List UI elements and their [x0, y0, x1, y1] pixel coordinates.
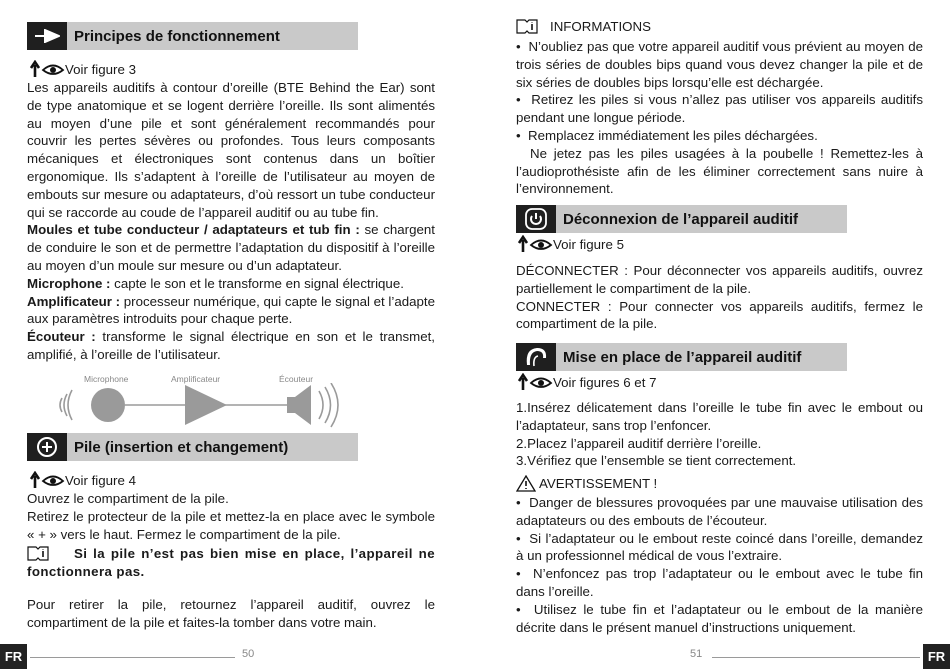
- section-header-mise-en-place: [516, 343, 847, 371]
- section-header-deconnexion: [516, 205, 847, 233]
- see-figure-label: Voir figures 6 et 7: [553, 374, 657, 390]
- paragraph: Ouvrez le compartiment de la pile.: [27, 491, 229, 506]
- see-figure-label: Voir figure 4: [65, 472, 136, 488]
- list-item: • Utilisez le tube fin et l’adaptateur ou le embout de la manière décrite dans le présent manuel d’instructions uniquement.: [516, 601, 924, 635]
- paragraph: CONNECTER : Pour connecter vos appareils auditifs, fermez le compartiment de la pile.: [516, 298, 923, 332]
- term-text: se chargent de conduire le son et de permettre l’adaptation du dispositif à l’oreille au moyen d’un moule sur mesure ou d’un adaptateur.: [27, 222, 435, 273]
- footer-divider: [712, 657, 920, 658]
- info-book-icon: [516, 19, 538, 34]
- sound-waves-in-icon: [60, 390, 72, 420]
- term-label: Microphone :: [27, 275, 111, 291]
- diagram-label-microphone: Microphone: [84, 374, 129, 384]
- amplifier-icon: [185, 385, 227, 425]
- footer-divider: [30, 657, 235, 658]
- speaker-icon: [287, 385, 311, 425]
- look-icon: [517, 373, 553, 391]
- paragraph: Les appareils auditifs à contour d’oreille (BTE Behind the Ear) sont de type anatomique et se logent derrière l’oreille. Ils sont alimentés au moyen d’une pile et sont généralement recommandés pour couvrir les pertes sévères ou profondes. Tous leurs composants mécaniques et électroniques sont contenus dans un boîtier ergonomique. Ils s’adaptent à l’oreille de l’utilisateur au moyen de embouts sur mesure ou adaptateurs, d’où ressort un tube conducteur qui se raccorde au coude de l’appareil auditif ou au tube fin.: [27, 80, 436, 220]
- hearing-aid-diagram: [55, 383, 355, 429]
- see-figure-ref: [517, 235, 624, 253]
- warning-title: AVERTISSEMENT !: [539, 476, 658, 491]
- page-number: 50: [242, 648, 255, 660]
- list-item: • Si l’adaptateur ou le embout reste coincé dans l’oreille, demandez à un professionnel médical de vous l’extraire.: [516, 530, 923, 564]
- see-figure-label: Voir figure 5: [553, 236, 624, 252]
- look-icon: [29, 60, 65, 78]
- list-item: • N’enfoncez pas trop l’adaptateur ou le embout avec le tube fin dans l’oreille.: [516, 566, 923, 599]
- term-label: Moules et tube conducteur / adaptateurs et tub fin :: [27, 222, 360, 238]
- power-icon: [516, 205, 556, 233]
- language-badge: FR: [0, 644, 27, 669]
- term-text: processeur numérique, qui capte le signal et l’adapte aux paramètres introduits pour chaque perte.: [27, 293, 435, 327]
- list-item: • Remplacez immédiatement les piles déchargées.: [516, 127, 818, 143]
- battery-icon: [27, 433, 67, 461]
- list-item: 1.Insérez délicatement dans l’oreille le tube fin avec le embout ou l’adaptateur, sans trop l’enfoncer.: [516, 400, 923, 433]
- list-item: • Danger de blessures provoquées par une mauvaise utilisation des adaptateurs ou des embouts de l’écouteur.: [516, 495, 924, 528]
- term-text: capte le son et le transforme en signal électrique.: [110, 275, 404, 291]
- diagram-label-ecouteur: Écouteur: [279, 374, 314, 384]
- paragraph: Pour retirer la pile, retournez l’appareil auditif, ouvrez le compartiment de la pile et faites-la tomber dans votre main.: [27, 596, 435, 630]
- warning-triangle-icon: [516, 475, 536, 492]
- section-title: Principes de fonctionnement: [74, 27, 280, 45]
- section-title: Mise en place de l’appareil auditif: [563, 348, 802, 366]
- section-header-principes: [27, 22, 358, 50]
- section-header-pile: [27, 433, 358, 461]
- sound-waves-out-icon: [319, 383, 338, 427]
- diagram-label-amplificateur: Amplificateur: [171, 374, 221, 384]
- term-label: Écouteur :: [27, 329, 96, 345]
- see-figure-ref: [517, 373, 656, 391]
- paragraph: Ne jetez pas les piles usagées à la poubelle ! Remettez-les à l’audioprothésiste afin de les éliminer correctement sans nuire à l’environnement.: [516, 145, 923, 197]
- term-text: transforme le signal électrique en son et le transmet, amplifié, à l’oreille de l’utilisateur.: [27, 329, 435, 362]
- section-title: Pile (insertion et changement): [74, 438, 289, 456]
- info-heading: [516, 19, 651, 34]
- section-title: Déconnexion de l’appareil auditif: [563, 210, 799, 228]
- arrow-icon: [27, 22, 67, 50]
- microphone-icon: [91, 388, 125, 422]
- look-icon: [29, 471, 65, 489]
- page-number: 51: [690, 648, 703, 660]
- warning-heading: [516, 475, 657, 492]
- info-title: INFORMATIONS: [550, 19, 651, 34]
- list-item: • N’oubliez pas que votre appareil auditif vous prévient au moyen de trois séries de doubles bips quand vous devez changer la pile et de six séries de doubles bips lorsqu’elle est déchargée.: [516, 39, 923, 90]
- see-figure-ref: [29, 471, 136, 489]
- list-item: • Retirez les piles si vous n’allez pas utiliser vos appareils auditifs pendant une longue période.: [516, 92, 923, 126]
- list-item: 3.Vérifiez que l’ensemble se tient correctement.: [516, 453, 797, 469]
- info-book-icon: [27, 546, 49, 561]
- paragraph: DÉCONNECTER : Pour déconnecter vos appareils auditifs, ouvrez partiellement le compartiment de la pile.: [516, 263, 923, 296]
- warning-text: Si la pile n’est pas bien mise en place, l’appareil ne fonctionnera pas.: [27, 546, 435, 580]
- look-icon: [517, 235, 553, 253]
- list-item: 2.Placez l’appareil auditif derrière l’oreille.: [516, 435, 762, 451]
- term-label: Amplificateur :: [27, 293, 121, 309]
- paragraph: Retirez le protecteur de la pile et mettez-la en place avec le symbole « + » vers le haut. Fermez le compartiment de la pile.: [27, 508, 435, 542]
- language-badge: FR: [923, 644, 950, 669]
- see-figure-label: Voir figure 3: [65, 61, 136, 77]
- ear-icon: [516, 343, 556, 371]
- see-figure-ref: [29, 60, 136, 78]
